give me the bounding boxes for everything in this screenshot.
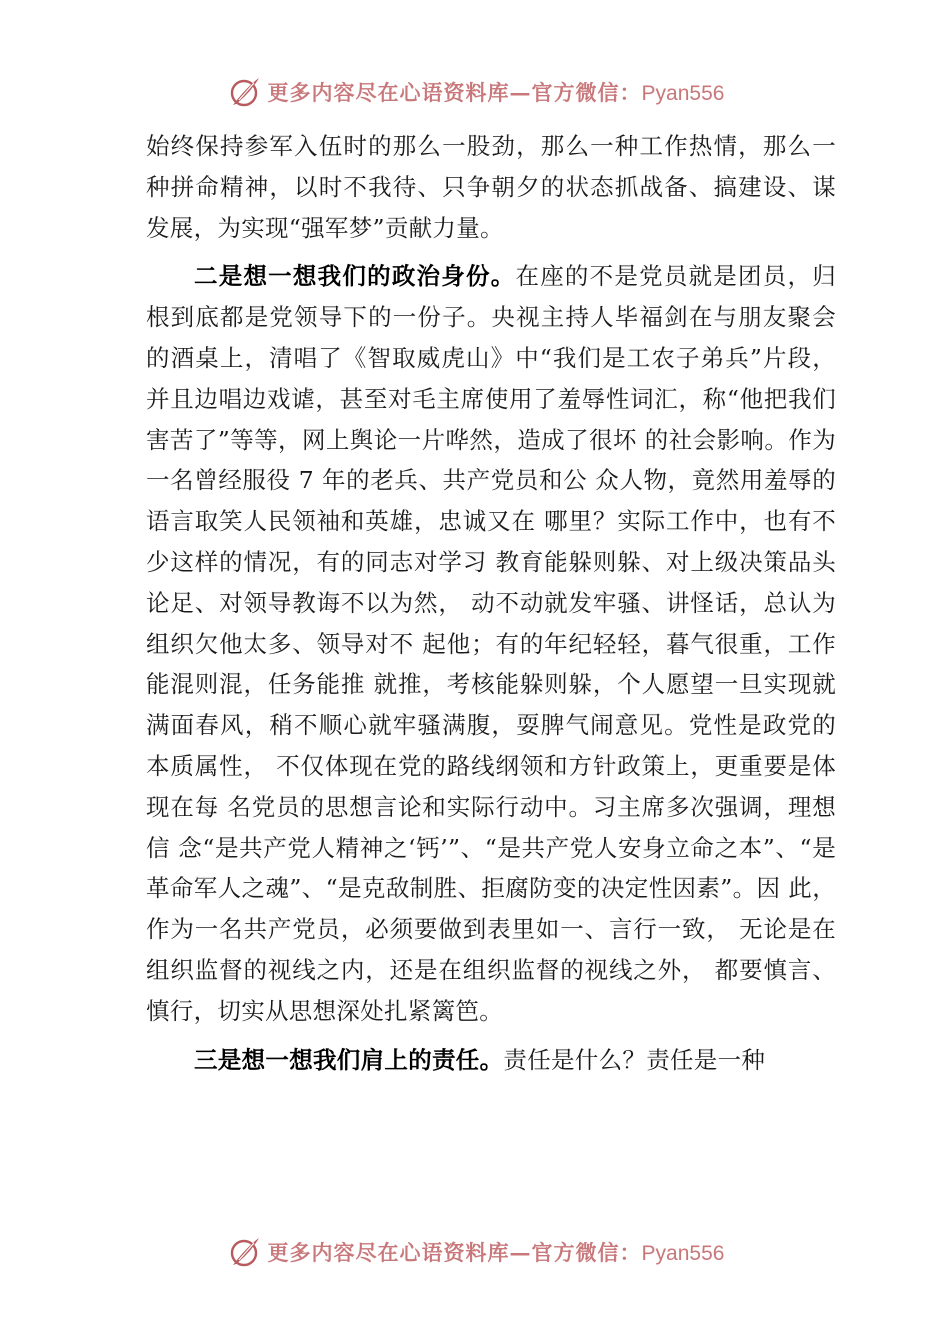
header-banner-text: 更多内容尽在心语资料库—官方微信：Pyan556 [267,80,725,105]
paragraph-lead: 二是想一想我们的政治身份。 [194,262,516,291]
wechat-id: Pyan556 [641,82,725,105]
wechat-id: Pyan556 [641,1242,725,1265]
paragraph-1 [146,126,836,248]
footer-banner [0,1232,950,1272]
paragraph-lead: 三是想一想我们肩上的责任。 [194,1045,504,1074]
footer-banner-text: 更多内容尽在心语资料库—官方微信：Pyan556 [267,1240,725,1265]
paragraph-2 [146,256,836,1031]
paragraph-text: 责任是什么？责任是一种 [503,1045,766,1074]
header-banner [0,72,950,112]
paragraph-text: 始终保持参军入伍时的那么一股劲，那么一种工作热情，那么一种拼命精神，以时不我待、只争朝夕的状态抓战备、搞建设、谋发展，为实现“强军梦”贡献力量。 [146,132,836,242]
paragraph-text: 在座的不是党员就是团员，归根到底都是党领导下的一份子。央视主持人毕福剑在与朋友聚会的酒桌上，清唱了《智取威虎山》中“我们是工农子弟兵”片段，并且边唱边戏谑，甚至对毛主席使用了羞辱性词汇，称“他把我们害苦了”等等，网上舆论一片哗然，造成了很坏 的社会影响。作为一名曾经服役 7 年的老兵、共产党员和公 众人物，竟然用羞辱的语言取笑人民领袖和英雄，忠诚又在 哪里？实际工作中，也有不少这样的情况，有的同志对学习 教育能躲则躲、对上级决策品头论足、对领导教诲不以为然， 动不动就发牢骚、讲怪话，总认为组织欠他太多、领导对不 起他；有的年纪轻轻，暮气很重，工作能混则混，任务能推 就推，考核能躲则躲，个人愿望一旦实现就满面春风，稍不顺心就牢骚满腹，耍脾气闹意见。党性是政党的本质属性， 不仅体现在党的路线纲领和方针政策上，更重要是体现在每 名党员的思想言论和实际行动中。习主席多次强调，理想信 念“是共产党人精神之‘钙’”、“是共产党人安身立命之本”、“是 革命军人之魂”、“是克敌制胜、拒腐防变的决定性因素”。因 此，作为一名共产党员，必须要做到表里如一、言行一致， 无论是在组织监督的视线之内，还是在组织监督的视线之外， 都要慎言、慎行，切实从思想深处扎紧篱笆。 [146,262,836,1025]
feather-pen-seal-icon [226,74,262,110]
feather-pen-seal-icon [226,1234,262,1270]
document-body [146,126,836,1080]
paragraph-3 [146,1040,836,1081]
